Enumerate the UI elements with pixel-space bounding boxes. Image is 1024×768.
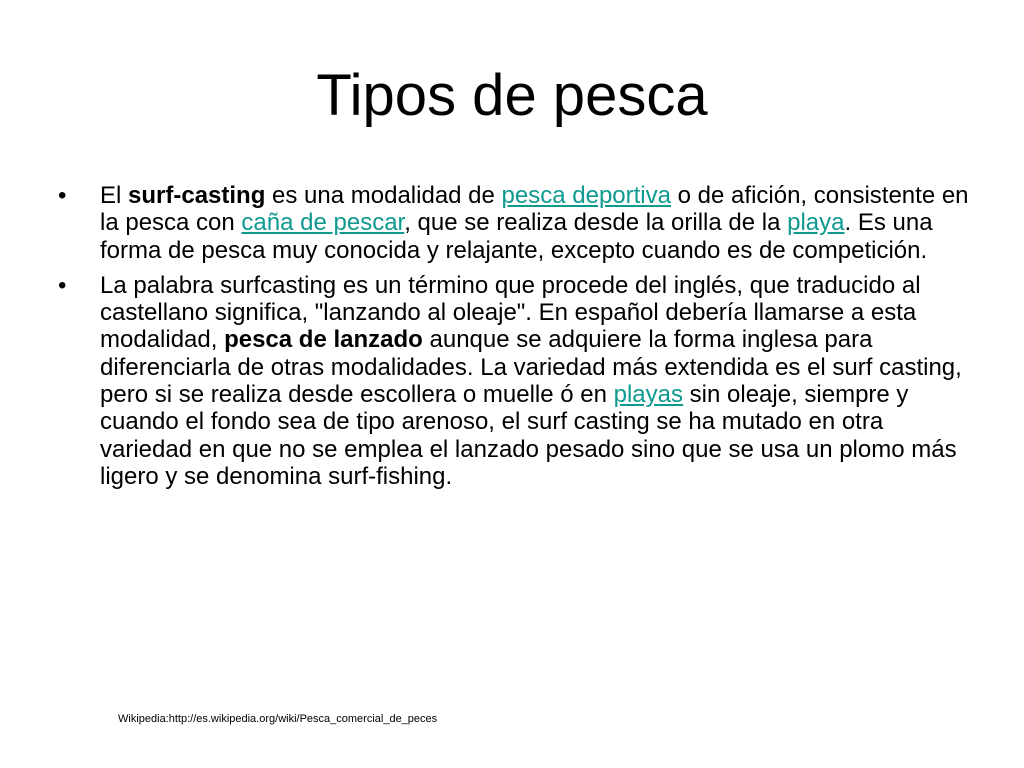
link-cana-de-pescar[interactable]: caña de pescar [241, 209, 405, 237]
text-segment: , que se realiza desde la orilla de la [404, 209, 788, 237]
bold-term-surf-casting: surf-casting [128, 182, 266, 209]
slide-body [56, 182, 972, 498]
link-playa[interactable]: playa [787, 209, 845, 237]
bullet-text [100, 272, 962, 490]
bullet-icon: • [58, 271, 67, 299]
bold-term-pesca-de-lanzado: pesca de lanzado [224, 326, 423, 354]
text-segment: . Es una forma de pesca muy conocida y relajante, excepto cuando es de competición. [100, 209, 933, 264]
slide-title: Tipos de pesca [316, 63, 708, 128]
bullet-list [56, 182, 972, 490]
bullet-item-surf-casting [56, 182, 972, 264]
text-segment: aunque se adquiere la forma inglesa para diferenciarla de otras modalidades. La variedad más extendida es el surf casting, pero si se realiza desde escollera o muelle ó en [100, 326, 962, 409]
link-pesca-deportiva[interactable]: pesca deportiva [501, 182, 671, 209]
source-footnote: Wikipedia:http://es.wikipedia.org/wiki/Pesca_comercial_de_peces [118, 713, 438, 725]
text-segment: es una modalidad de [265, 182, 502, 209]
text-segment: La palabra surfcasting es un término que procede del inglés, que traducido al castellano significa, "lanzando al oleaje". En español debería llamarse a esta modalidad, [100, 271, 921, 354]
text-segment: El [100, 182, 129, 209]
text-segment: sin oleaje, siempre y cuando el fondo sea de tipo arenoso, el surf casting se ha mutado en otra variedad en que no se emplea el lanzado pesado sino que se usa un plomo más ligero y se denomina surf-fishing. [100, 381, 957, 490]
bullet-icon: • [58, 182, 67, 209]
link-playas[interactable]: playas [613, 381, 683, 409]
bullet-item-surfcasting-origin [56, 272, 972, 490]
text-segment: o de afición, consistente en la pesca con [100, 182, 969, 237]
bullet-text [100, 182, 969, 264]
